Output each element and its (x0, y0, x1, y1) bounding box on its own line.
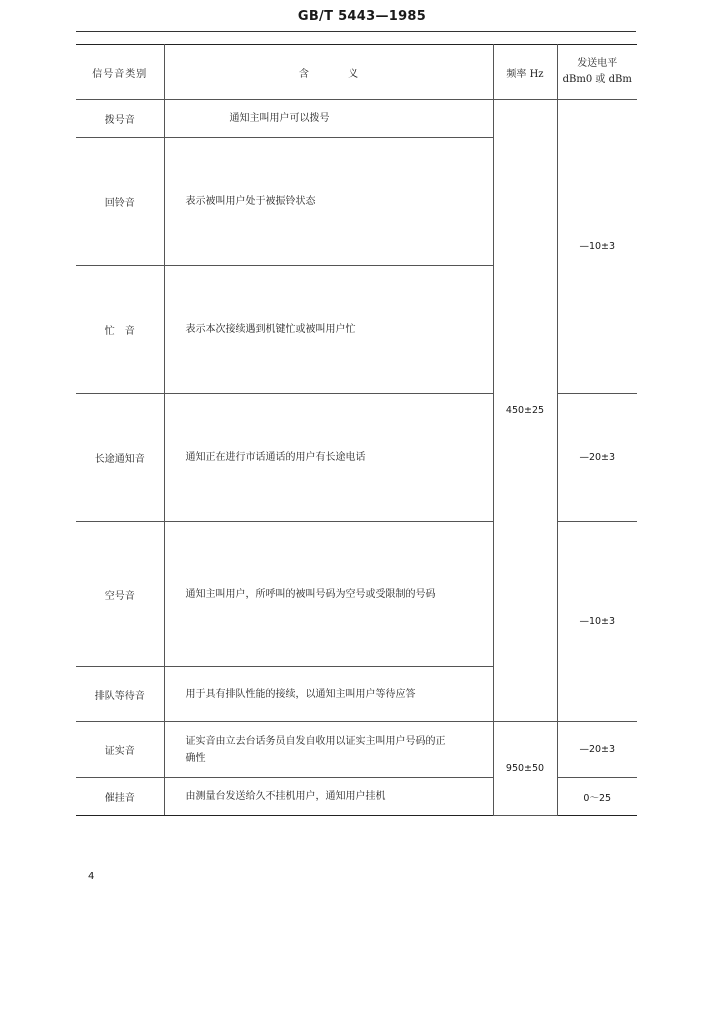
meaning-cell: 由测量台发送给久不挂机用户，通知用户挂机 (164, 778, 493, 816)
level-cell-group5: 0～25 (557, 778, 637, 816)
signal-tone-table (76, 44, 637, 816)
signal-type-cell: 忙 音 (76, 266, 164, 394)
level-cell-group3: —10±3 (557, 522, 637, 722)
meaning-cell: 表示本次接续遇到机键忙或被叫用户忙 (164, 266, 493, 394)
header-rule (76, 31, 636, 32)
frequency-cell-950: 950±50 (493, 722, 557, 816)
standard-code-header: GB/T 5443—1985 (297, 9, 427, 24)
signal-type-cell: 长途通知音 (76, 394, 164, 522)
column-header-level-line2: dBm0 或 dBm (562, 74, 632, 85)
level-cell-group2: —20±3 (557, 394, 637, 522)
level-cell-group1: —10±3 (557, 100, 637, 394)
column-header-level-line1: 发送电平 (577, 58, 618, 69)
signal-type-cell: 排队等待音 (76, 667, 164, 722)
column-header-frequency: 频率 Hz (493, 45, 557, 100)
frequency-cell-450: 450±25 (493, 100, 557, 722)
level-cell-group4: —20±3 (557, 722, 637, 778)
meaning-cell: 用于具有排队性能的接续，以通知主叫用户等待应答 (164, 667, 493, 722)
meaning-cell (164, 722, 493, 778)
signal-type-cell: 回铃音 (76, 138, 164, 266)
meaning-line: 证实音由立去台话务员自发自收用以证实主叫用户号码的正 (185, 735, 446, 747)
table-row (76, 100, 637, 138)
meaning-cell: 通知正在进行市话通话的用户有长途电话 (164, 394, 493, 522)
signal-type-cell: 催挂音 (76, 778, 164, 816)
column-header-type: 信号音类别 (76, 45, 164, 100)
meaning-cell: 表示被叫用户处于被振铃状态 (164, 138, 493, 266)
table-header-row (76, 45, 637, 100)
page-number: 4 (88, 871, 95, 882)
meaning-cell: 通知主叫用户可以拨号 (164, 100, 493, 138)
table-row (76, 722, 637, 778)
signal-type-cell: 证实音 (76, 722, 164, 778)
meaning-line: 确性 (185, 752, 206, 764)
column-header-meaning: 含 义 (164, 45, 493, 100)
column-header-level (557, 45, 637, 100)
signal-type-cell: 拨号音 (76, 100, 164, 138)
signal-type-cell: 空号音 (76, 522, 164, 667)
meaning-cell: 通知主叫用户，所呼叫的被叫号码为空号或受限制的号码 (164, 522, 493, 667)
